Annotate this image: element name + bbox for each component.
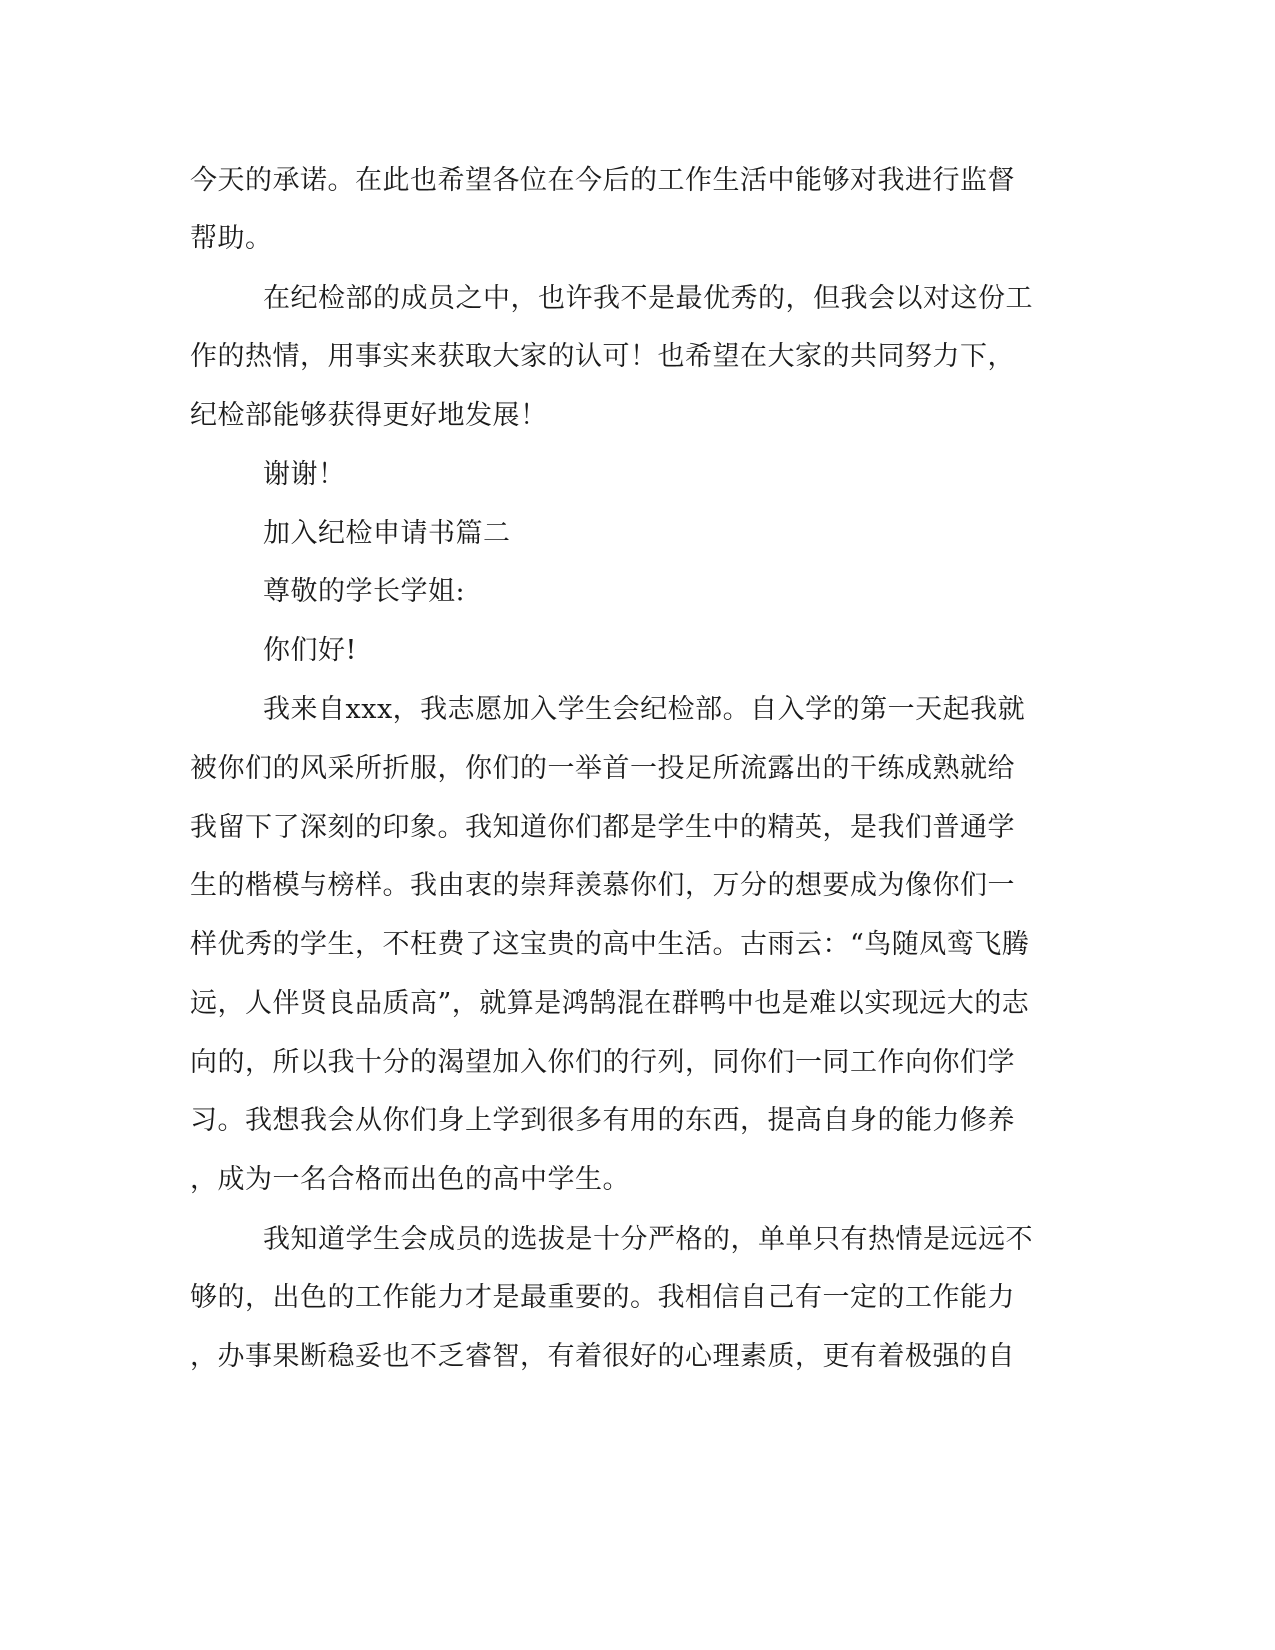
text-line: 作的热情，用事实来获取大家的认可！也希望在大家的共同努力下，: [190, 341, 1015, 372]
closing-thanks: 谢谢！: [263, 459, 346, 490]
text-line: 习。我想我会从你们身上学到很多有用的东西，提高自身的能力修养: [190, 1105, 1015, 1136]
text-line: ，办事果断稳妥也不乏睿智，有着很好的心理素质，更有着极强的自: [190, 1341, 1015, 1372]
paragraph-start-line: 我来自xxx，我志愿加入学生会纪检部。自入学的第一天起我就: [263, 694, 1026, 725]
text-line: 够的，出色的工作能力才是最重要的。我相信自己有一定的工作能力: [190, 1282, 1015, 1313]
text-line: ，成为一名合格而出色的高中学生。: [190, 1164, 630, 1195]
text-line: 样优秀的学生，不枉费了这宝贵的高中生活。古雨云：“鸟随凤鸾飞腾: [190, 929, 1030, 960]
text-line: 生的楷模与榜样。我由衷的崇拜羡慕你们，万分的想要成为像你们一: [190, 870, 1015, 901]
greeting: 你们好!: [263, 635, 357, 666]
text-line: 被你们的风采所折服，你们的一举首一投足所流露出的干练成熟就给: [190, 753, 1015, 784]
text-line: 向的，所以我十分的渴望加入你们的行列，同你们一同工作向你们学: [190, 1047, 1015, 1078]
text-line: 帮助。: [190, 223, 273, 254]
paragraph-start-line: 在纪检部的成员之中，也许我不是最优秀的，但我会以对这份工: [263, 283, 1033, 314]
text-line: 纪检部能够获得更好地发展！: [190, 400, 548, 431]
text-line: 今天的承诺。在此也希望各位在今后的工作生活中能够对我进行监督: [190, 165, 1015, 196]
salutation: 尊敬的学长学姐:: [263, 576, 466, 607]
section-heading: 加入纪检申请书篇二: [263, 518, 511, 549]
paragraph-start-line: 我知道学生会成员的选拔是十分严格的，单单只有热情是远远不: [263, 1224, 1033, 1255]
text-line: 远，人伴贤良品质高”，就算是鸿鹄混在群鸭中也是难以实现远大的志: [190, 988, 1030, 1019]
text-line: 我留下了深刻的印象。我知道你们都是学生中的精英，是我们普通学: [190, 812, 1015, 843]
